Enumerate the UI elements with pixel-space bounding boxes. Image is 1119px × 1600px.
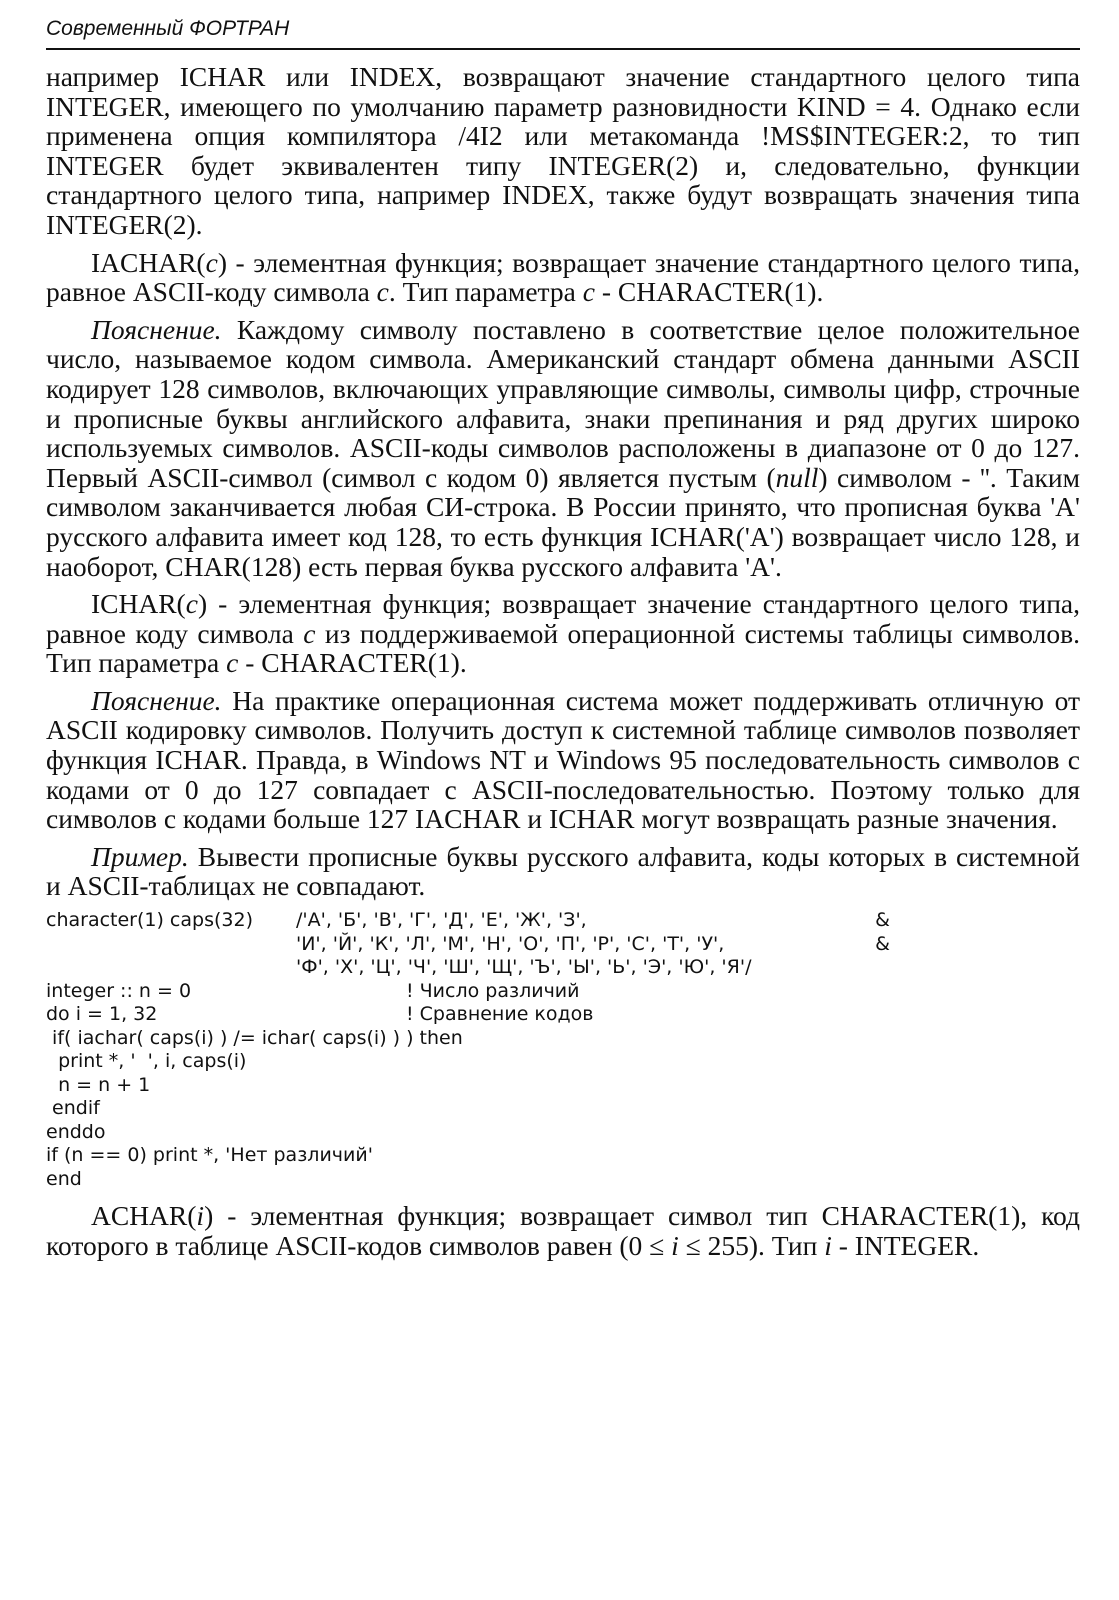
code-line: end [46,1167,82,1190]
paragraph-intro: например ICHAR или INDEX, возвращают значение стандартного целого типа INTEGER, имеющего по умолчанию параметр разновидности KIND = 4. Однако если применена опция компилятора /4I2 или метакоманда !MS$INTEGER:2, то тип INTEGER будет эквивалентен типу INTEGER(2) и, следовательно, функции стандартного целого типа, например INDEX, также будут возвращать значения типа INTEGER(2). [46,61,1080,240]
code-line: endif [46,1097,100,1120]
book-page [46,14,1080,1268]
code-line: 'И', 'Й', 'К', 'Л', 'М', 'Н', 'О', 'П', 'Р', 'С', 'Т', 'У', & [296,932,890,955]
paragraph-explanation-ascii: Пояснение. Каждому символу поставлено в соответствие целое положительное число, называемое кодом символа. Американский стандарт обмена данными ASCII кодирует 128 символов, включающих управляющие символы, символы цифр, строчные и прописные буквы английского алфавита, знаки препинания и ряд других широко используемых символов. ASCII-коды символов расположены в диапазоне от 0 до 127. Первый ASCII-символ (символ с кодом 0) является пустым (null) символом - ''. Таким символом заканчивается любая СИ-строка. В России принято, что прописная буква 'А' русского алфавита имеет код 128, то есть функция ICHAR('А') возвращает число 128, и наоборот, CHAR(128) есть первая буква русского алфавита 'А'. [46,313,1080,582]
code-line: if( iachar( caps(i) ) /= ichar( caps(i) ) ) then [46,1026,463,1049]
code-listing [46,909,1080,1191]
code-line: enddo [46,1120,106,1143]
code-line: print *, ' ', i, caps(i) [46,1050,247,1073]
paragraph-example: Пример. Вывести прописные буквы русского алфавита, коды которых в системной и ASCII-таблицах не совпадают. [46,840,1080,902]
page-body [46,62,1080,1260]
code-line: do i = 1, 32 ! Сравнение кодов [46,1003,594,1026]
paragraph-iachar: IACHAR(c) - элементная функция; возвращает значение стандартного целого типа, равное ASCII-коду символа c. Тип параметра c - CHARACTER(1). [46,246,1080,308]
code-line: n = n + 1 [46,1073,151,1096]
paragraph-explanation-os: Пояснение. На практике операционная система может поддерживать отличную от ASCII кодировку символов. Получить доступ к системной таблице символов позволяет функция ICHAR. Правда, в Windows NT и Windows 95 последовательность символов с кодами от 0 до 127 совпадает с ASCII-последовательностью. Поэтому только для символов с кодами больше 127 IACHAR и ICHAR могут возвращать разные значения. [46,684,1080,835]
code-line: 'Ф', 'Х', 'Ц', 'Ч', 'Ш', 'Щ', 'Ъ', 'Ы', 'Ь', 'Э', 'Ю', 'Я'/ [296,956,752,979]
header-rule [46,48,1080,50]
paragraph-achar: ACHAR(i) - элементная функция; возвращает символ тип CHARACTER(1), код которого в таблице ASCII-кодов символов равен (0 ≤ i ≤ 255). Тип i - INTEGER. [46,1200,1080,1261]
code-line: integer :: n = 0 ! Число различий [46,979,580,1002]
running-header: Современный ФОРТРАН [46,17,290,40]
code-line: if (n == 0) print *, 'Нет различий' [46,1144,373,1167]
paragraph-ichar: ICHAR(c) - элементная функция; возвращает значение стандартного целого типа, равное коду символа c из поддерживаемой операционной системы таблицы символов. Тип параметра c - CHARACTER(1). [46,588,1080,679]
code-line: character(1) caps(32) /'А', 'Б', 'В', 'Г', 'Д', 'Е', 'Ж', 'З', & [46,909,890,932]
